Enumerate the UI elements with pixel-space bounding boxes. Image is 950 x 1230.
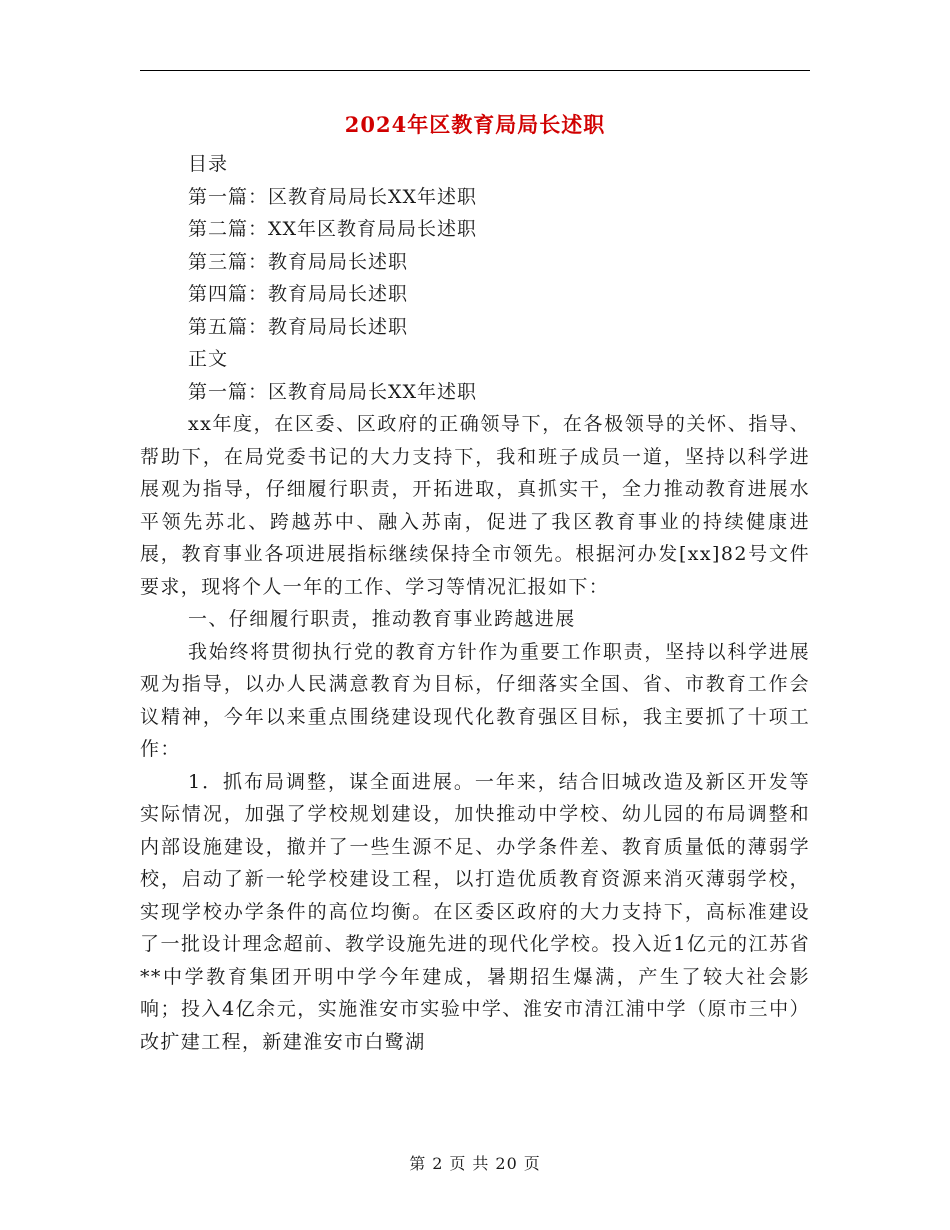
toc-item: 第二篇：XX年区教育局局长述职 — [188, 218, 478, 240]
toc-item: 第三篇：教育局局长述职 — [188, 250, 409, 273]
footer-page-prefix: 第 — [409, 1154, 427, 1173]
body-heading: 正文 — [188, 348, 229, 370]
footer-total-pages: 20 — [495, 1154, 518, 1173]
paragraph-overview: 我始终将贯彻执行党的教育方针作为重要工作职责，坚持以科学进展观为指导，以办人民满意教育为目标，仔细落实全国、省、市教育工作会议精神，今年以来重点围绕建设现代化教育强区目标，我主要抓了十项工作： — [140, 640, 810, 760]
footer-total-prefix: 共 — [472, 1154, 490, 1173]
toc-item: 第四篇：教育局局长述职 — [188, 283, 409, 305]
header-rule — [140, 70, 810, 71]
toc-item: 第一篇：区教育局局长XX年述职 — [188, 185, 478, 208]
toc-heading: 目录 — [188, 153, 229, 175]
footer-page-unit: 页 — [449, 1154, 467, 1173]
footer-page-number: 2 — [432, 1154, 444, 1173]
section-heading: 一、仔细履行职责，推动教育事业跨越进展 — [188, 608, 576, 630]
chapter-title: 第一篇：区教育局局长XX年述职 — [188, 380, 478, 403]
footer-total-unit: 页 — [523, 1154, 541, 1173]
page-footer — [0, 1152, 950, 1176]
document-body — [140, 148, 810, 1058]
paragraph-intro: xx年度，在区委、区政府的正确领导下，在各极领导的关怀、指导、帮助下，在局党委书记的大力支持下，我和班子成员一道，坚持以科学进展观为指导，仔细履行职责，开拓进取，真抓实干，全力推动教育进展水平领先苏北、跨越苏中、融入苏南，促进了我区教育事业的持续健康进展，教育事业各项进展指标继续保持全市领先。根据河办发[xx]82号文件要求，现将个人一年的工作、学习等情况汇报如下： — [140, 413, 810, 598]
document-title: 2024年区教育局局长述职 — [344, 112, 606, 137]
toc-item: 第五篇：教育局局长述职 — [188, 315, 409, 338]
paragraph-item-1: 1．抓布局调整，谋全面进展。一年来，结合旧城改造及新区开发等实际情况，加强了学校规划建设，加快推动中学校、幼儿园的布局调整和内部设施建设，撤并了一些生源不足、办学条件差、教育质量低的薄弱学校，启动了新一轮学校建设工程，以打造优质教育资源来消灭薄弱学校，实现学校办学条件的高位均衡。在区委区政府的大力支持下，高标准建设了一批设计理念超前、教学设施先进的现代化学校。投入近1亿元的江苏省**中学教育集团开明中学今年建成，暑期招生爆满，产生了较大社会影响；投入4亿余元，实施淮安市实验中学、淮安市清江浦中学（原市三中）改扩建工程，新建淮安市白鹭湖 — [140, 770, 810, 1053]
